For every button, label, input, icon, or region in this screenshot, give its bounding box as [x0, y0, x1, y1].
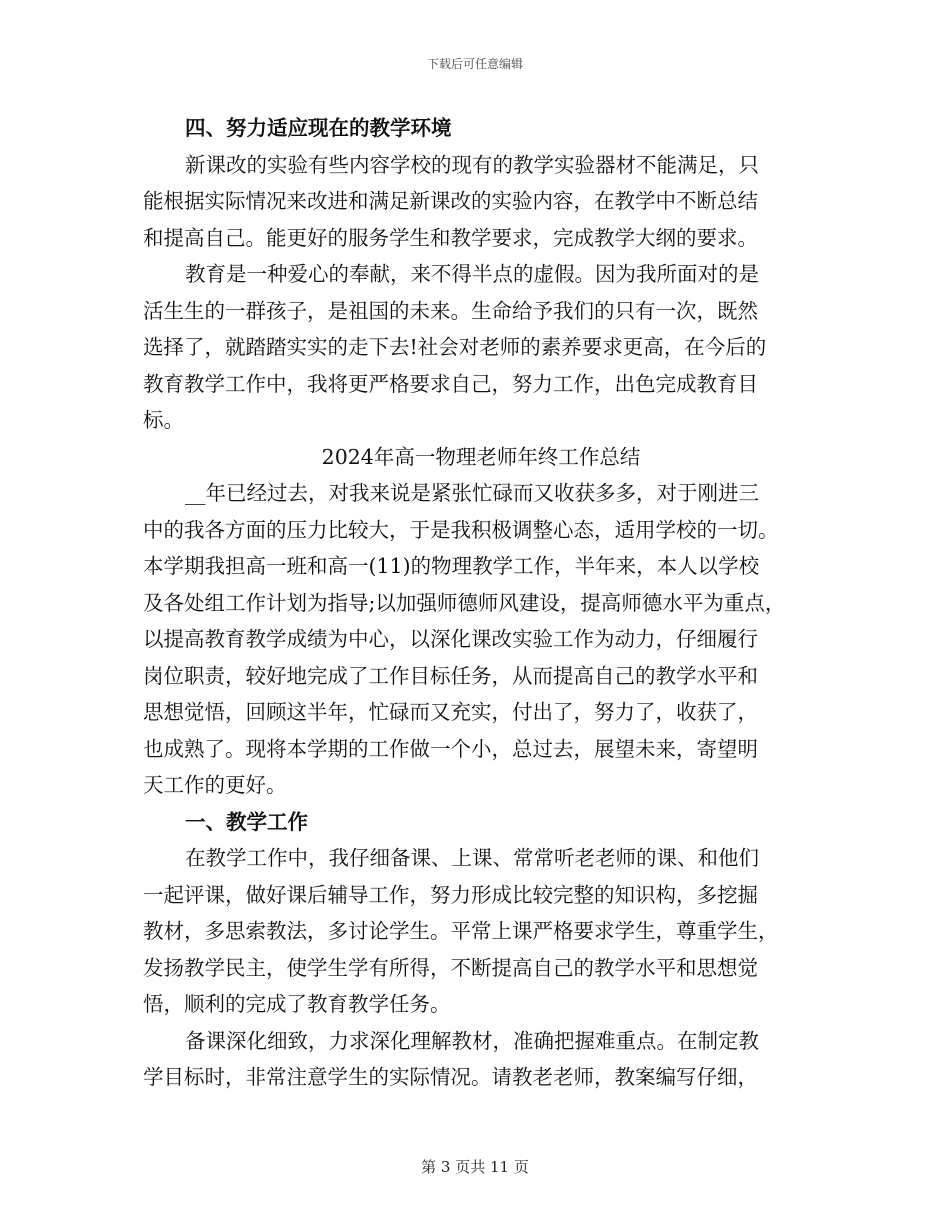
paragraph-line: 发扬教学民主，使学生学有所得，不断提高自己的教学水平和思想觉 [143, 955, 758, 980]
document-body [143, 110, 819, 1096]
paragraph-line: 新课改的实验有些内容学校的现有的教学实验器材不能满足，只 [185, 152, 759, 177]
document-title: 2024年高一物理老师年终工作总结 [321, 444, 641, 469]
page-footer: 第 3 页共 11 页 [421, 1158, 529, 1176]
paragraph-line: 活生生的一群孩子，是祖国的未来。生命给予我们的只有一次，既然 [143, 298, 758, 323]
paragraph-line: 教材，多思索教法，多讨论学生。平常上课严格要求学生，尊重学生， [143, 919, 779, 943]
paragraph-line: 和提高自己。能更好的服务学生和教学要求，完成教学大纲的要求。 [143, 225, 758, 250]
paragraph-line: 及各处组工作计划为指导;以加强师德师风建设，提高师德水平为重点， [143, 590, 786, 615]
paragraph-line: 思想觉悟，回顾这半年，忙碌而又充实，付出了，努力了，收获了， [143, 700, 758, 724]
paragraph-line: 一起评课，做好课后辅导工作，努力形成比较完整的知识构，多挖掘 [143, 882, 758, 907]
paragraph-line: 以提高教育教学成绩为中心，以深化课改实验工作为动力，仔细履行 [143, 627, 758, 651]
paragraph-line: 在教学工作中，我仔细备课、上课、常常听老老师的课、和他们 [185, 846, 759, 870]
paragraph-line: 也成熟了。现将本学期的工作做一个小，总过去，展望未来，寄望明 [143, 736, 758, 761]
paragraph-line: 教育是一种爱心的奉献，来不得半点的虚假。因为我所面对的是 [185, 262, 759, 286]
paragraph-line: 能根据实际情况来改进和满足新课改的实验内容，在教学中不断总结 [143, 189, 758, 213]
paragraph-line: __年已经过去，对我来说是紧张忙碌而又收获多多，对于刚进三 [185, 481, 759, 505]
paragraph-line: 岗位职责，较好地完成了工作目标任务，从而提高自己的教学水平和 [143, 663, 758, 688]
paragraph-line: 选择了，就踏踏实实的走下去!社会对老师的素养要求更高，在今后的 [143, 335, 767, 359]
paragraph-line: 备课深化细致，力求深化理解教材，准确把握难重点。在制定教 [185, 1028, 759, 1053]
paragraph-line: 学目标时，非常注意学生的实际情况。请教老老师，教案编写仔细， [143, 1065, 758, 1089]
paragraph-line: 悟，顺利的完成了教育教学任务。 [143, 992, 451, 1016]
page-header: 下载后可任意编辑 [426, 57, 523, 71]
paragraph-line: 标。 [143, 408, 184, 432]
paragraph-line: 本学期我担高一班和高一(11)的物理教学工作，半年来，本人以学校 [143, 554, 760, 578]
section-heading: 一、教学工作 [185, 809, 308, 834]
section-heading: 四、努力适应现在的教学环境 [185, 116, 452, 140]
paragraph-line: 天工作的更好。 [143, 773, 287, 797]
paragraph-line: 中的我各方面的压力比较大，于是我积极调整心态，适用学校的一切。 [143, 517, 779, 542]
paragraph-line: 教育教学工作中，我将更严格要求自己，努力工作，出色完成教育目 [143, 371, 758, 396]
